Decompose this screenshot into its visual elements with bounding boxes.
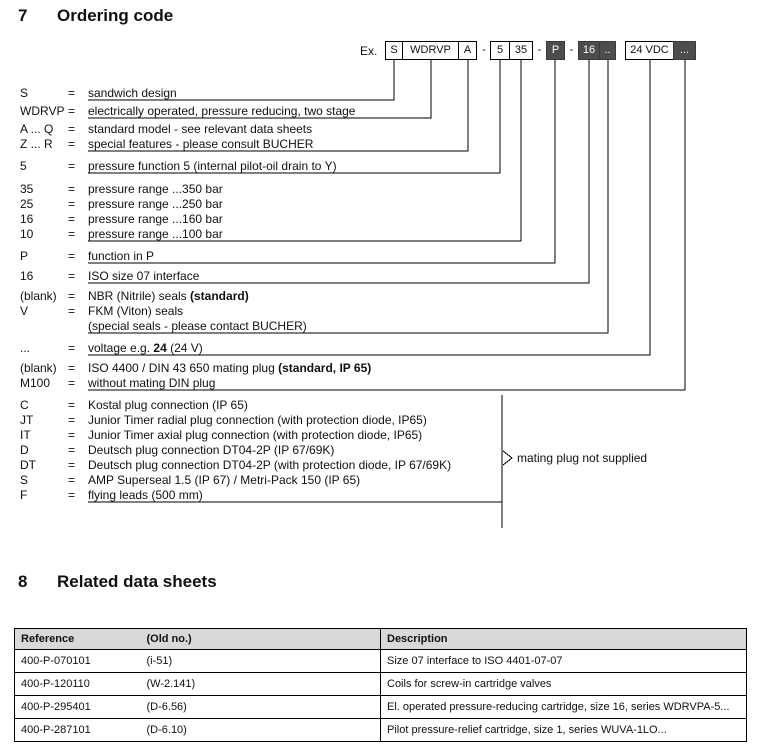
code-description: voltage e.g. 24 (24 V) xyxy=(88,341,203,355)
table-header-cell: Reference xyxy=(15,629,141,650)
code-separator: - xyxy=(537,44,542,56)
code-value: C xyxy=(20,398,29,412)
code-value: DT xyxy=(20,458,36,472)
table-cell: El. operated pressure-reducing cartridge, size 16, series WDRVPA-5... xyxy=(381,696,747,719)
table-cell: Size 07 interface to ISO 4401-07-07 xyxy=(381,650,747,673)
ordering-row xyxy=(20,212,223,227)
code-description: pressure range ...100 bar xyxy=(88,227,223,241)
ordering-row xyxy=(20,473,360,488)
code-value: 5 xyxy=(20,159,27,173)
code-value: 25 xyxy=(20,197,34,211)
code-value: (blank) xyxy=(20,361,57,375)
code-description: (special seals - please contact BUCHER) xyxy=(88,319,307,333)
brace-label: mating plug not supplied xyxy=(517,451,648,465)
code-description: ISO 4400 / DIN 43 650 mating plug (standard, IP 65) xyxy=(88,361,372,375)
table-cell: (W-2.141) xyxy=(141,673,381,696)
code-box: 35 xyxy=(509,41,533,60)
table-cell: 400-P-070101 xyxy=(15,650,141,673)
table-cell: 400-P-287101 xyxy=(15,719,141,742)
code-box: 24 VDC xyxy=(625,41,674,60)
code-box: 16 xyxy=(578,41,600,60)
ordering-row xyxy=(20,488,203,503)
table-cell: (D-6.56) xyxy=(141,696,381,719)
code-value: P xyxy=(20,249,29,263)
code-description: Junior Timer radial plug connection (with protection diode, IP65) xyxy=(88,413,427,427)
code-value: (blank) xyxy=(20,289,57,303)
equals-sign: = xyxy=(68,443,76,457)
code-description: electrically operated, pressure reducing, two stage xyxy=(88,104,356,118)
code-description: without mating DIN plug xyxy=(88,376,216,390)
equals-sign: = xyxy=(68,488,76,502)
equals-sign: = xyxy=(68,212,76,226)
code-value: A ... Q xyxy=(20,122,54,136)
table-row xyxy=(15,673,747,696)
table-header-cell: Description xyxy=(381,629,747,650)
table-row xyxy=(15,719,747,742)
ordering-row xyxy=(20,159,337,174)
equals-sign: = xyxy=(68,458,76,472)
equals-sign: = xyxy=(68,159,76,173)
code-value: 35 xyxy=(20,182,34,196)
code-value: 16 xyxy=(20,212,34,226)
ordering-row xyxy=(20,319,307,334)
code-separator: - xyxy=(569,44,574,56)
code-value: WDRVP xyxy=(20,104,65,118)
table-row xyxy=(15,696,747,719)
code-description: Deutsch plug connection DT04-2P (IP 67/69K) xyxy=(88,443,335,457)
table-body xyxy=(15,650,747,742)
equals-sign: = xyxy=(68,249,76,263)
table-cell: Pilot pressure-relief cartridge, size 1, series WUVA-1LO... xyxy=(381,719,747,742)
table-cell: 400-P-295401 xyxy=(15,696,141,719)
equals-sign: = xyxy=(68,398,76,412)
section8-number: 8 xyxy=(18,572,28,591)
ordering-row xyxy=(20,197,223,212)
ordering-row xyxy=(20,289,249,304)
equals-sign: = xyxy=(68,137,76,151)
code-box: ... xyxy=(673,41,696,60)
table-row xyxy=(15,650,747,673)
ordering-row xyxy=(20,398,248,413)
code-value: IT xyxy=(20,428,31,442)
section8-title: Related data sheets xyxy=(57,572,217,591)
ordering-row xyxy=(20,122,312,137)
ordering-row xyxy=(20,428,422,443)
code-description: Junior Timer axial plug connection (with protection diode, IP65) xyxy=(88,428,423,442)
code-description: NBR (Nitrile) seals (standard) xyxy=(88,289,249,303)
equals-sign: = xyxy=(68,197,76,211)
equals-sign: = xyxy=(68,182,76,196)
code-box: A xyxy=(458,41,477,60)
code-description: pressure function 5 (internal pilot-oil drain to Y) xyxy=(88,159,337,173)
equals-sign: = xyxy=(68,361,76,375)
code-value: M100 xyxy=(20,376,51,390)
ordering-row xyxy=(20,304,183,319)
code-description: pressure range ...350 bar xyxy=(88,182,223,196)
section7-number: 7 xyxy=(18,6,28,25)
code-description: ISO size 07 interface xyxy=(88,269,200,283)
ordering-row xyxy=(20,227,223,242)
code-value: JT xyxy=(20,413,34,427)
table-cell: Coils for screw-in cartridge valves xyxy=(381,673,747,696)
ordering-row xyxy=(20,443,334,458)
code-box: WDRVP xyxy=(402,41,459,60)
code-value: D xyxy=(20,443,29,457)
equals-sign: = xyxy=(68,304,76,318)
code-description: Kostal plug connection (IP 65) xyxy=(88,398,248,412)
ordering-row xyxy=(20,458,451,473)
ordering-row xyxy=(20,376,215,391)
section7-title: Ordering code xyxy=(57,6,174,25)
table-header-row xyxy=(15,629,747,650)
table-cell: (D-6.10) xyxy=(141,719,381,742)
equals-sign: = xyxy=(68,341,76,355)
equals-sign: = xyxy=(68,413,76,427)
code-description: AMP Superseal 1.5 (IP 67) / Metri-Pack 150 (IP 65) xyxy=(88,473,361,487)
equals-sign: = xyxy=(68,473,76,487)
code-description: special features - please consult BUCHER xyxy=(88,137,314,151)
code-box: S xyxy=(385,41,403,60)
example-label: Ex. xyxy=(360,44,378,58)
code-description: sandwich design xyxy=(88,86,177,100)
code-description: pressure range ...250 bar xyxy=(88,197,223,211)
code-box: .. xyxy=(599,41,616,60)
ordering-row xyxy=(20,137,313,152)
ordering-row xyxy=(20,413,427,428)
equals-sign: = xyxy=(68,227,76,241)
ordering-row xyxy=(20,182,223,197)
equals-sign: = xyxy=(68,86,76,100)
code-description: standard model - see relevant data sheets xyxy=(88,122,313,136)
code-value: V xyxy=(20,304,29,318)
ordering-row xyxy=(20,104,355,119)
code-box: 5 xyxy=(490,41,510,60)
ordering-row xyxy=(20,361,371,376)
equals-sign: = xyxy=(68,122,76,136)
equals-sign: = xyxy=(68,104,76,118)
code-value: Z ... R xyxy=(20,137,53,151)
code-description: pressure range ...160 bar xyxy=(88,212,223,226)
code-value: ... xyxy=(20,341,31,355)
code-separator: - xyxy=(482,44,486,56)
code-description: Deutsch plug connection DT04-2P (with protection diode, IP 67/69K) xyxy=(88,458,452,472)
code-box: P xyxy=(546,41,565,60)
equals-sign: = xyxy=(68,289,76,303)
code-description: flying leads (500 mm) xyxy=(88,488,203,502)
code-value: F xyxy=(20,488,28,502)
table-cell: (i-51) xyxy=(141,650,381,673)
equals-sign: = xyxy=(68,269,76,283)
ordering-row xyxy=(20,249,154,264)
code-value: S xyxy=(20,86,29,100)
ordering-row xyxy=(20,269,199,284)
ordering-row xyxy=(20,341,203,356)
ordering-row xyxy=(20,86,177,101)
code-value: S xyxy=(20,473,29,487)
code-value: 10 xyxy=(20,227,34,241)
code-description: function in P xyxy=(88,249,155,263)
equals-sign: = xyxy=(68,376,76,390)
related-data-sheets-table xyxy=(14,628,747,742)
equals-sign: = xyxy=(68,428,76,442)
table-cell: 400-P-120110 xyxy=(15,673,141,696)
table-header-cell: (Old no.) xyxy=(141,629,381,650)
code-value: 16 xyxy=(20,269,34,283)
code-description: FKM (Viton) seals xyxy=(88,304,184,318)
